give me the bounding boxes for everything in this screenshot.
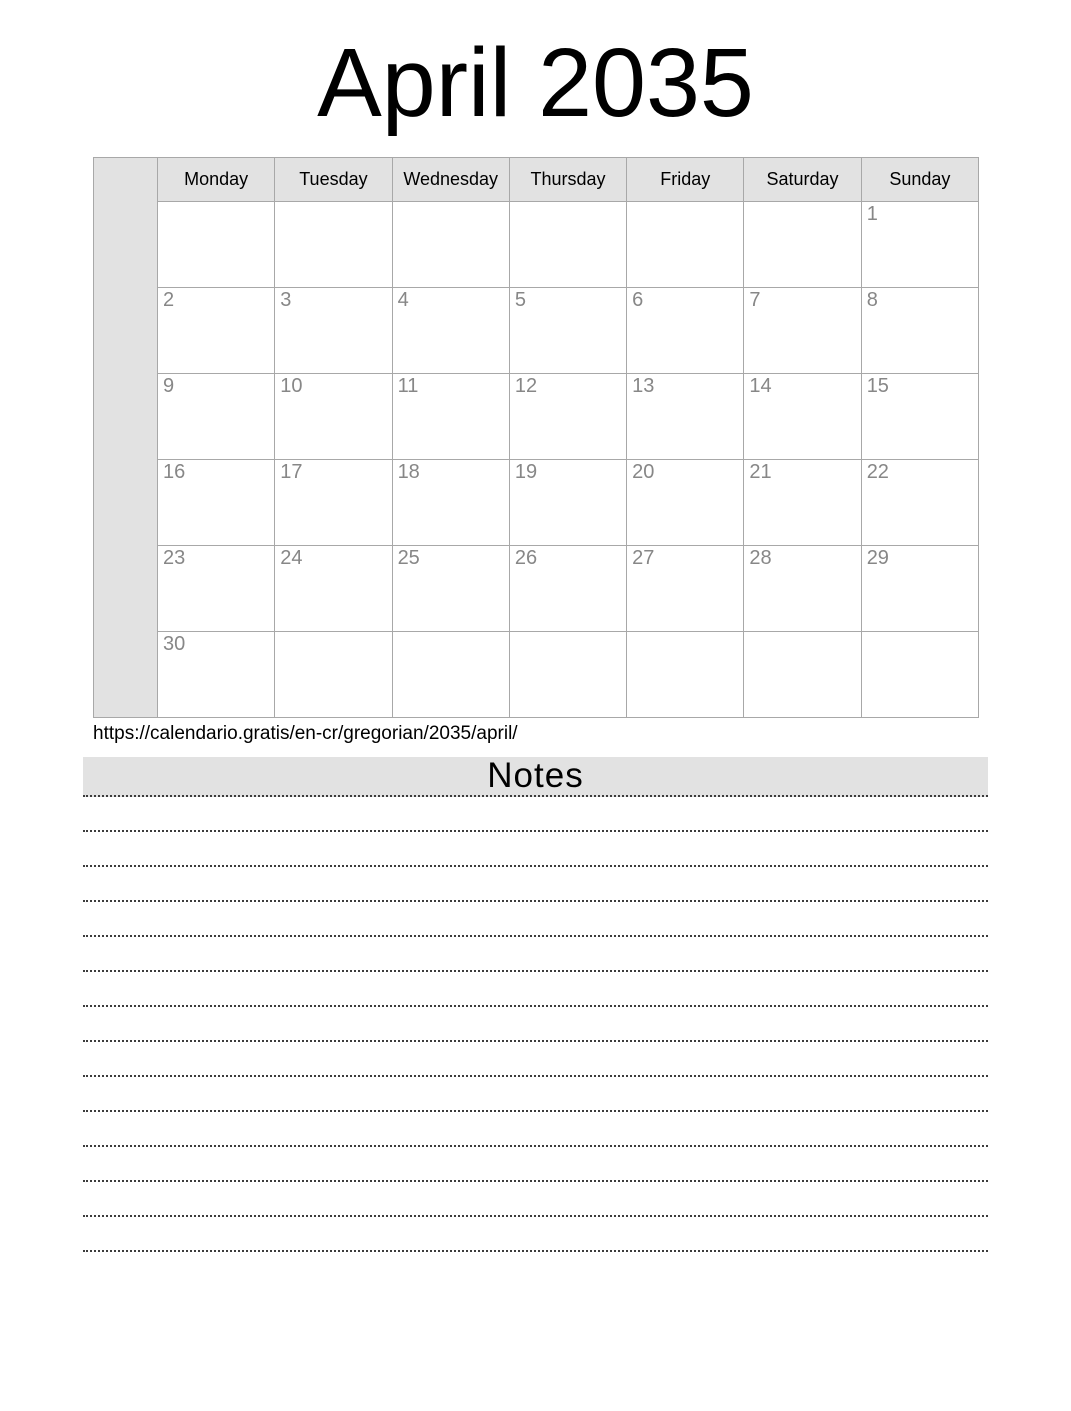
day-header-tuesday: Tuesday — [275, 158, 392, 202]
calendar-gutter — [94, 158, 158, 718]
calendar-week-row — [94, 374, 979, 460]
day-cell — [509, 202, 626, 288]
day-cell — [392, 202, 509, 288]
day-cell — [275, 632, 392, 718]
day-cell: 19 — [509, 460, 626, 546]
note-line — [83, 1042, 988, 1077]
note-line — [83, 832, 988, 867]
day-cell — [275, 202, 392, 288]
day-cell: 24 — [275, 546, 392, 632]
day-header-monday: Monday — [158, 158, 275, 202]
note-line — [83, 867, 988, 902]
notes-header-bar — [83, 757, 988, 797]
day-cell: 2 — [158, 288, 275, 374]
day-cell: 10 — [275, 374, 392, 460]
day-header-wednesday: Wednesday — [392, 158, 509, 202]
calendar-week-row — [94, 460, 979, 546]
note-line — [83, 937, 988, 972]
day-cell: 13 — [627, 374, 744, 460]
day-cell — [744, 632, 861, 718]
note-line — [83, 1182, 988, 1217]
day-cell: 12 — [509, 374, 626, 460]
day-cell: 27 — [627, 546, 744, 632]
note-line — [83, 797, 988, 832]
page-title: April 2035 — [317, 28, 754, 137]
day-cell: 30 — [158, 632, 275, 718]
day-cell: 26 — [509, 546, 626, 632]
day-cell: 15 — [861, 374, 978, 460]
note-line — [83, 1147, 988, 1182]
day-cell: 6 — [627, 288, 744, 374]
day-cell: 8 — [861, 288, 978, 374]
note-line — [83, 972, 988, 1007]
notes-section — [83, 757, 988, 1252]
calendar-week-row — [94, 288, 979, 374]
day-cell: 18 — [392, 460, 509, 546]
day-header-thursday: Thursday — [509, 158, 626, 202]
day-cell — [509, 632, 626, 718]
day-cell: 29 — [861, 546, 978, 632]
day-cell: 16 — [158, 460, 275, 546]
note-line — [83, 1112, 988, 1147]
day-cell — [392, 632, 509, 718]
calendar-week-row — [94, 546, 979, 632]
calendar-table — [93, 157, 979, 718]
day-cell: 28 — [744, 546, 861, 632]
day-cell — [158, 202, 275, 288]
source-url: https://calendario.gratis/en-cr/gregorian/2035/april/ — [93, 723, 518, 745]
day-cell: 22 — [861, 460, 978, 546]
day-cell — [861, 632, 978, 718]
day-cell: 7 — [744, 288, 861, 374]
day-cell: 25 — [392, 546, 509, 632]
notes-lines — [83, 797, 988, 1252]
day-cell: 4 — [392, 288, 509, 374]
day-cell: 3 — [275, 288, 392, 374]
day-cell: 11 — [392, 374, 509, 460]
day-header-sunday: Sunday — [861, 158, 978, 202]
day-cell: 20 — [627, 460, 744, 546]
day-cell: 21 — [744, 460, 861, 546]
day-cell: 9 — [158, 374, 275, 460]
calendar-week-row — [94, 632, 979, 718]
day-header-friday: Friday — [627, 158, 744, 202]
day-cell — [744, 202, 861, 288]
day-cell — [627, 202, 744, 288]
day-cell: 17 — [275, 460, 392, 546]
day-cell: 23 — [158, 546, 275, 632]
calendar-header-row — [94, 158, 979, 202]
calendar-week-row — [94, 202, 979, 288]
note-line — [83, 902, 988, 937]
day-cell: 1 — [861, 202, 978, 288]
note-line — [83, 1077, 988, 1112]
notes-title: Notes — [487, 756, 584, 796]
day-cell: 14 — [744, 374, 861, 460]
note-line — [83, 1217, 988, 1252]
note-line — [83, 1007, 988, 1042]
day-cell: 5 — [509, 288, 626, 374]
day-cell — [627, 632, 744, 718]
day-header-saturday: Saturday — [744, 158, 861, 202]
